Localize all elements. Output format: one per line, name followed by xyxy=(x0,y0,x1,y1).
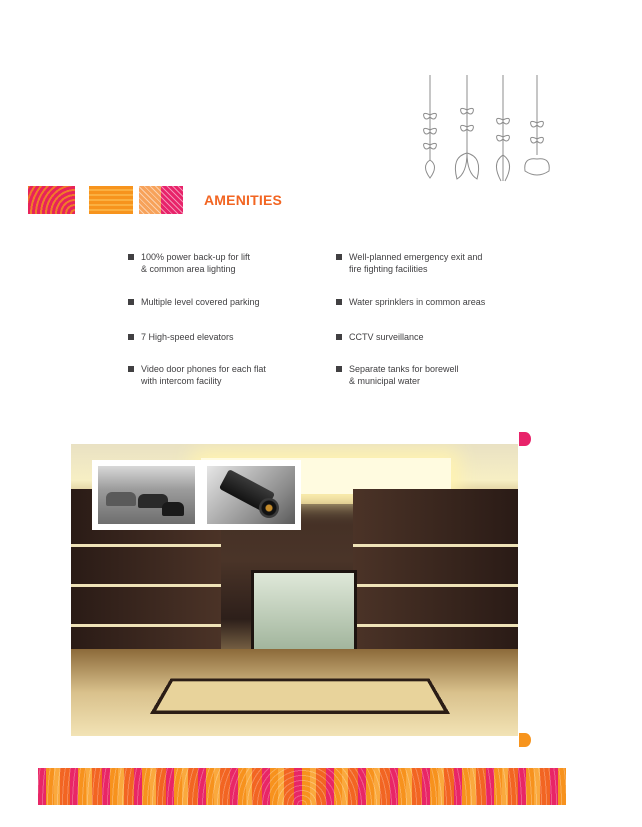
decorative-border-band xyxy=(38,768,566,805)
pattern-swatch-orange xyxy=(89,186,133,214)
wall-light-strip xyxy=(71,544,221,547)
square-bullet-icon xyxy=(336,299,342,305)
square-bullet-icon xyxy=(128,299,134,305)
amenity-text: Well-planned emergency exit and fire fighting facilities xyxy=(349,252,483,274)
amenity-item xyxy=(128,364,328,387)
square-bullet-icon xyxy=(336,366,342,372)
wall-light-strip xyxy=(71,624,221,627)
wall-light-strip xyxy=(71,584,221,587)
camera-lens-icon xyxy=(259,498,279,518)
pattern-swatch-pink xyxy=(28,186,75,214)
car-shape xyxy=(106,492,136,506)
amenity-text: 7 High-speed elevators xyxy=(141,332,234,342)
floral-vine-ornament-icon xyxy=(405,75,570,190)
wall-light-strip xyxy=(353,544,518,547)
amenity-text: Water sprinklers in common areas xyxy=(349,297,486,307)
amenity-item xyxy=(128,297,328,309)
wall-light-strip xyxy=(353,584,518,587)
floor-inlay xyxy=(150,679,450,714)
page-title: AMENITIES xyxy=(204,192,283,208)
parking-image xyxy=(98,466,195,524)
square-bullet-icon xyxy=(128,334,134,340)
lobby-doorway xyxy=(251,570,357,656)
amenity-item xyxy=(336,297,556,309)
square-bullet-icon xyxy=(336,334,342,340)
cctv-camera-photo xyxy=(201,460,301,530)
amenity-text: Video door phones for each flat with intercom facility xyxy=(141,364,266,386)
amenity-item xyxy=(336,252,556,275)
square-bullet-icon xyxy=(336,254,342,260)
car-shape xyxy=(162,502,184,516)
wall-light-strip xyxy=(353,624,518,627)
amenity-text: Multiple level covered parking xyxy=(141,297,260,307)
square-bullet-icon xyxy=(128,366,134,372)
amenity-item xyxy=(336,364,556,387)
amenity-text: CCTV surveillance xyxy=(349,332,424,342)
amenity-text: Separate tanks for borewell & municipal water xyxy=(349,364,459,386)
pattern-swatch-stripes xyxy=(139,186,183,214)
amenity-text: 100% power back-up for lift & common area lighting xyxy=(141,252,251,274)
petal-accent-orange xyxy=(519,733,531,747)
petal-accent-pink xyxy=(519,432,531,446)
square-bullet-icon xyxy=(128,254,134,260)
amenity-item xyxy=(128,332,328,344)
amenity-item xyxy=(128,252,328,275)
amenity-item xyxy=(336,332,556,344)
parking-photo xyxy=(92,460,201,530)
cctv-camera-image xyxy=(207,466,295,524)
